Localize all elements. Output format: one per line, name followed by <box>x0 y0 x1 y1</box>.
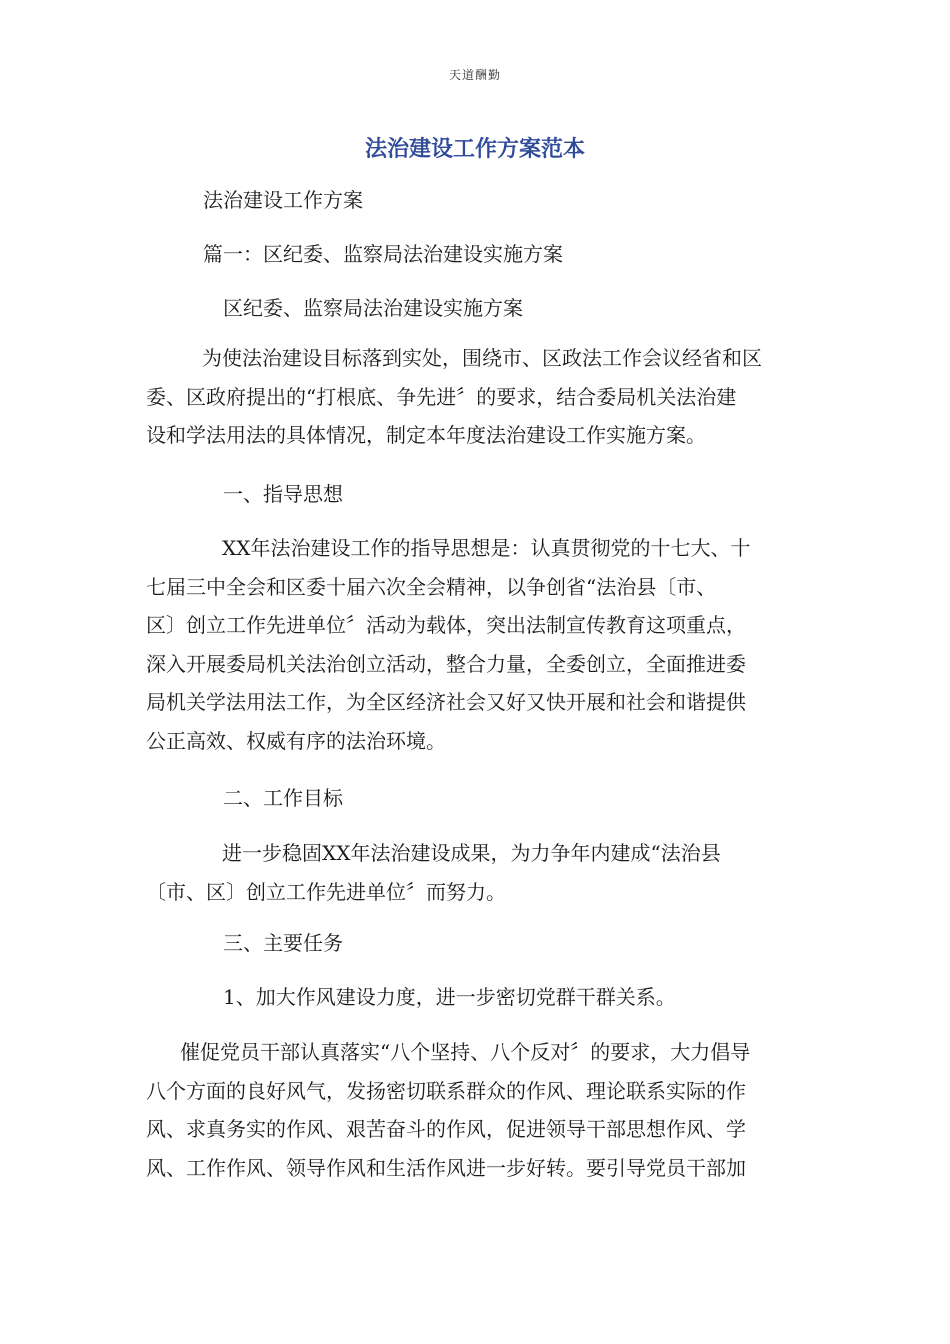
text-line: 区〕创立工作先进单位〞活动为载体，突出法制宣传教育这项重点， <box>146 613 746 637</box>
text-line: 委、区政府提出的“打根底、争先进〞的要求，结合委局机关法治建 <box>146 384 737 409</box>
task-1-heading: 1、加大作风建设力度，进一步密切党群干群关系。 <box>223 985 676 1009</box>
heading-guiding-thought: 一、指导思想 <box>223 482 343 506</box>
text-line: 风、工作作风、领导作风和生活作风进一步好转。要引导党员干部加 <box>146 1155 746 1180</box>
text-line: 深入开展委局机关法治创立活动，整合力量，全委创立，全面推进委 <box>146 651 746 676</box>
page-title: 法治建设工作方案范本 <box>364 137 585 162</box>
text-line: 公正高效、权威有序的法治环境。 <box>146 728 446 753</box>
header-watermark: 天道酬勤 <box>448 68 501 82</box>
task-1-paragraph <box>146 1033 806 1187</box>
text-line: 进一步稳固XX年法治建设成果，为力争年内建成“法治县 <box>222 841 721 865</box>
text-line: 风、求真务实的作风、艰苦奋斗的作风，促进领导干部思想作风、学 <box>146 1117 746 1141</box>
text-line: 〔市、区〕创立工作先进单位〞而努力。 <box>146 879 506 904</box>
text-line: 七届三中全会和区委十届六次全会精神，以争创省“法治县〔市、 <box>146 574 717 599</box>
section-title: 篇一：区纪委、监察局法治建设实施方案 <box>203 242 563 266</box>
text-line: 为使法治建设目标落到实处，围绕市、区政法工作会议经省和区 <box>202 346 762 370</box>
heading-work-goals: 二、工作目标 <box>223 786 343 810</box>
doc-subtitle: 法治建设工作方案 <box>203 188 363 212</box>
text-line: 局机关学法用法工作，为全区经济社会又好又快开展和社会和谐提供 <box>146 690 746 714</box>
goals-paragraph <box>146 834 806 911</box>
text-line: 八个方面的良好风气，发扬密切联系群众的作风、理论联系实际的作 <box>146 1078 746 1103</box>
heading-main-tasks: 三、主要任务 <box>223 931 343 955</box>
text-line: XX年法治建设工作的指导思想是：认真贯彻党的十七大、十 <box>222 536 751 560</box>
guiding-paragraph <box>146 529 806 760</box>
text-line: 催促党员干部认真落实“八个坚持、八个反对〞的要求，大力倡导 <box>180 1040 751 1064</box>
intro-paragraph <box>146 339 806 455</box>
text-line: 设和学法用法的具体情况，制定本年度法治建设工作实施方案。 <box>146 423 706 447</box>
plan-title: 区纪委、监察局法治建设实施方案 <box>223 296 523 320</box>
